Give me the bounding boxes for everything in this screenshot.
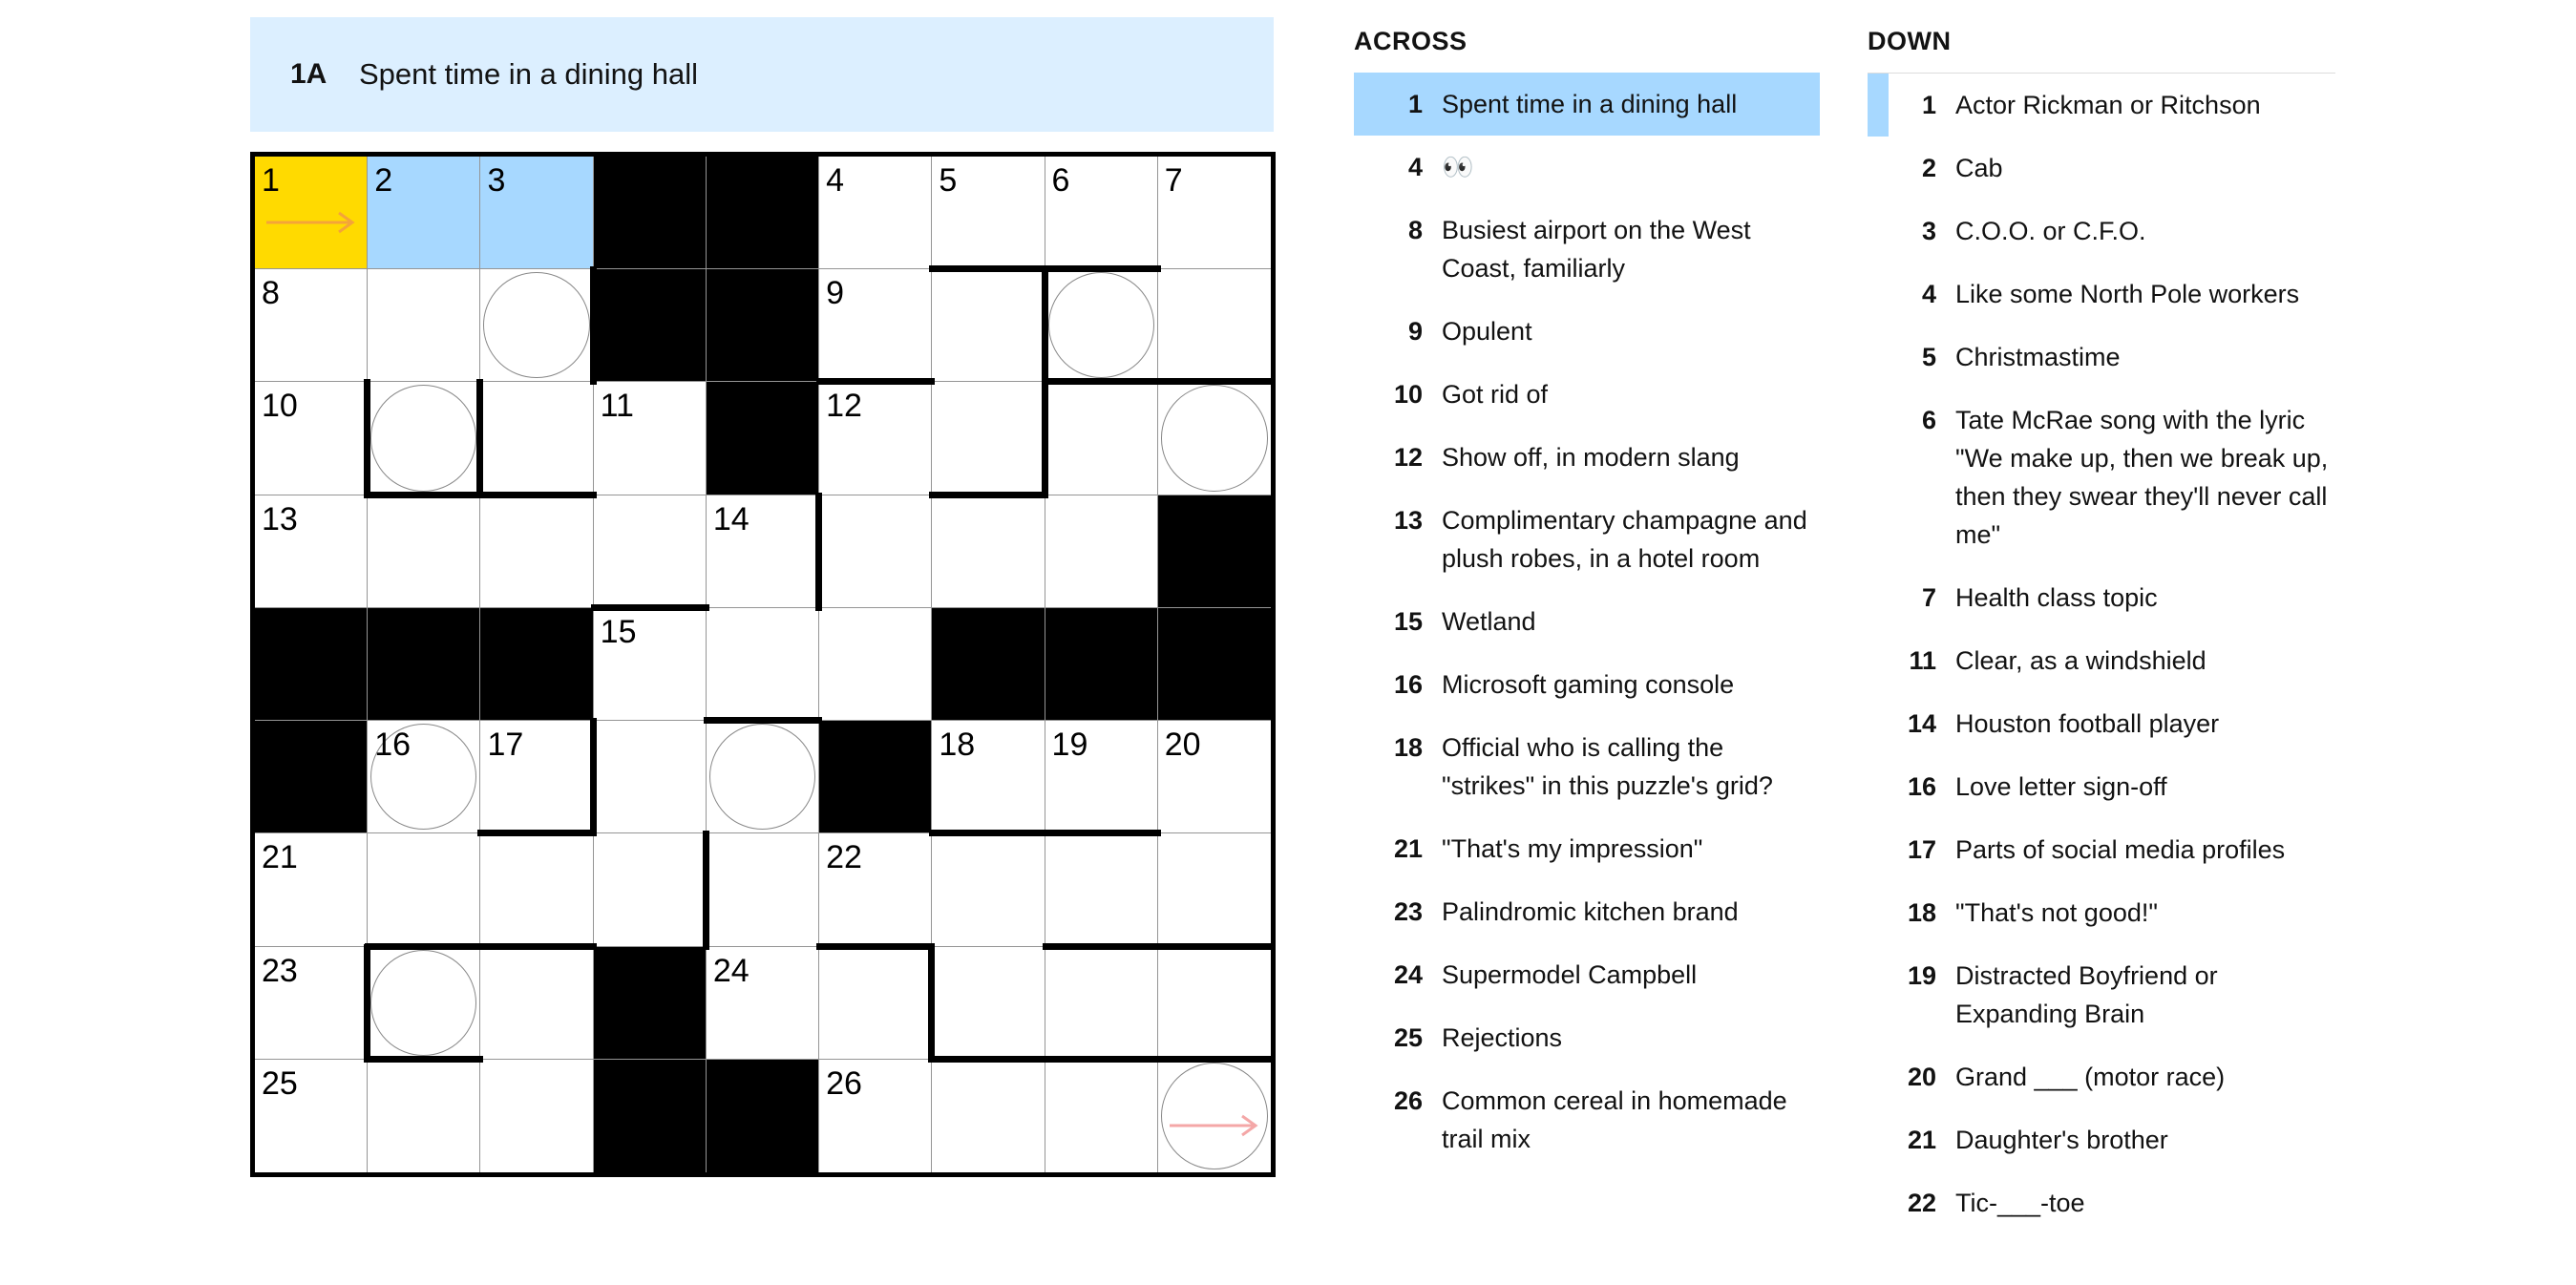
black-square [707, 1060, 819, 1172]
cell-number: 8 [262, 275, 280, 312]
clue-number: 7 [1921, 583, 1936, 612]
clue-number: 4 [1921, 280, 1936, 308]
grid-cell[interactable] [480, 157, 593, 269]
grid-cell[interactable] [1045, 157, 1158, 269]
grid-cell[interactable] [932, 947, 1045, 1060]
thick-wall [1043, 943, 1161, 950]
cell-number: 9 [826, 275, 845, 312]
clue-text: Show off, in modern slang [1442, 443, 1740, 472]
clue-item[interactable] [1868, 566, 2335, 629]
cell-number: 15 [600, 613, 637, 650]
thick-wall [1043, 1056, 1161, 1063]
grid-cell[interactable] [1045, 269, 1158, 382]
black-square [707, 269, 819, 382]
thick-wall [477, 943, 596, 950]
grid-cell[interactable] [819, 608, 932, 721]
thick-wall [590, 266, 597, 385]
current-clue-number: 1A [290, 58, 327, 90]
thick-wall [1043, 378, 1161, 385]
clue-item[interactable] [1354, 489, 1820, 590]
thick-wall [364, 379, 370, 497]
grid-cell[interactable] [1158, 721, 1271, 833]
grid-cell[interactable] [932, 721, 1045, 833]
clue-number: 13 [1393, 506, 1423, 535]
clue-item[interactable] [1868, 1171, 2335, 1234]
down-heading: DOWN [1868, 27, 1952, 55]
clue-item[interactable] [1868, 389, 2335, 566]
across-heading: ACROSS [1354, 27, 1467, 55]
clue-number: 24 [1393, 960, 1423, 989]
grid-cell[interactable] [255, 382, 368, 495]
black-square [594, 1060, 707, 1172]
grid-cell[interactable] [932, 833, 1045, 946]
thick-wall [704, 717, 822, 724]
arrow-right-icon [264, 210, 356, 235]
clue-item[interactable] [1868, 137, 2335, 200]
clue-number: 4 [1407, 153, 1423, 181]
clue-item[interactable] [1868, 629, 2335, 692]
grid-cell[interactable] [368, 721, 480, 833]
grid-cell[interactable] [1045, 947, 1158, 1060]
cell-number: 10 [262, 388, 298, 425]
clue-text: Supermodel Campbell [1442, 960, 1698, 989]
grid-cell[interactable] [819, 157, 932, 269]
grid-cell[interactable] [368, 495, 480, 608]
clue-item[interactable] [1354, 363, 1820, 426]
grid-cell[interactable] [819, 947, 932, 1060]
clue-item[interactable] [1354, 1069, 1820, 1170]
grid-cell[interactable] [368, 382, 480, 495]
clue-item[interactable] [1354, 943, 1820, 1006]
cell-number: 3 [487, 162, 506, 199]
grid-cell[interactable] [932, 269, 1045, 382]
grid-cell[interactable] [932, 1060, 1045, 1172]
clue-number: 2 [1921, 154, 1936, 182]
grid-cell[interactable] [594, 833, 707, 946]
clue-number: 18 [1907, 898, 1936, 927]
cell-number: 5 [939, 162, 958, 199]
clue-number: 10 [1393, 380, 1423, 409]
clue-number: 18 [1393, 733, 1423, 762]
cell-number: 4 [826, 162, 845, 199]
grid-cell[interactable] [707, 721, 819, 833]
grid-cell[interactable] [707, 495, 819, 608]
clue-text: Distracted Boyfriend or Expanding Brain [1955, 961, 2218, 1028]
clue-text: Official who is calling the "strikes" in this puzzle's grid? [1442, 733, 1773, 800]
thick-wall [365, 492, 483, 498]
grid-cell[interactable] [1045, 382, 1158, 495]
grid-cell[interactable] [480, 721, 593, 833]
black-square [819, 721, 932, 833]
cell-number: 16 [374, 727, 412, 764]
clue-item[interactable] [1868, 944, 2335, 1045]
grid-cell[interactable] [819, 382, 932, 495]
grid-cell[interactable] [1045, 1060, 1158, 1172]
across-clue-list [1354, 73, 1820, 1170]
thick-wall [929, 1056, 1047, 1063]
clue-item[interactable] [1868, 692, 2335, 755]
black-square [594, 269, 707, 382]
cell-number: 17 [487, 727, 524, 764]
circle-marker [709, 724, 815, 830]
clue-text: Common cereal in homemade trail mix [1442, 1086, 1787, 1153]
clue-item[interactable] [1354, 590, 1820, 653]
black-square [594, 947, 707, 1060]
cell-number: 24 [712, 952, 750, 989]
thick-wall [477, 492, 596, 498]
clue-number: 5 [1921, 343, 1936, 371]
clue-text: Clear, as a windshield [1955, 646, 2206, 675]
black-square [594, 157, 707, 269]
grid-cell[interactable] [255, 947, 368, 1060]
grid-cell[interactable] [1045, 721, 1158, 833]
clue-number: 1 [1407, 90, 1423, 118]
clue-item[interactable] [1354, 426, 1820, 489]
grid-cell[interactable] [819, 269, 932, 382]
clue-number: 19 [1907, 961, 1936, 990]
thick-wall [1155, 943, 1274, 950]
clue-text: Cab [1955, 154, 2003, 182]
thick-wall [815, 493, 822, 611]
cell-number: 12 [826, 388, 862, 425]
clue-text: Like some North Pole workers [1955, 280, 2300, 308]
grid-cell[interactable] [594, 495, 707, 608]
black-square [480, 608, 593, 721]
clue-text: Christmastime [1955, 343, 2121, 371]
grid-cell[interactable] [1158, 833, 1271, 946]
current-clue-text: Spent time in a dining hall [359, 57, 699, 91]
thick-wall [365, 943, 483, 950]
thick-wall [1155, 378, 1274, 385]
thick-wall [1042, 379, 1048, 497]
grid-cell[interactable] [932, 382, 1045, 495]
clue-item[interactable] [1868, 200, 2335, 263]
grid-cell[interactable] [819, 833, 932, 946]
clue-item[interactable] [1354, 73, 1820, 136]
grid-cell[interactable] [480, 382, 593, 495]
clue-text: Actor Rickman or Ritchson [1955, 91, 2261, 119]
thick-wall [929, 265, 1047, 272]
grid-cell[interactable] [1158, 157, 1271, 269]
grid-cell[interactable] [819, 1060, 932, 1172]
cell-number: 21 [262, 839, 298, 876]
grid-cell[interactable] [1045, 833, 1158, 946]
arrow-right-icon [1168, 1113, 1259, 1138]
grid-cell[interactable] [932, 495, 1045, 608]
black-square [255, 608, 368, 721]
grid-cell[interactable] [368, 269, 480, 382]
clue-text: 👀 [1442, 153, 1474, 181]
clue-item[interactable] [1354, 880, 1820, 943]
thick-wall [590, 718, 597, 836]
grid-cell[interactable] [255, 833, 368, 946]
cell-number: 19 [1051, 727, 1088, 764]
clue-text: C.O.O. or C.F.O. [1955, 217, 2146, 245]
grid-cell[interactable] [707, 833, 819, 946]
cell-number: 1 [262, 162, 280, 199]
black-square [368, 608, 480, 721]
cell-number: 26 [826, 1064, 862, 1102]
cell-number: 20 [1164, 727, 1201, 764]
clue-text: Health class topic [1955, 583, 2158, 612]
clue-text: Spent time in a dining hall [1442, 90, 1738, 118]
black-square [1158, 608, 1271, 721]
thick-wall [928, 944, 935, 1063]
grid-cell[interactable] [480, 947, 593, 1060]
clue-text: Grand ___ (motor race) [1955, 1063, 2226, 1091]
clue-item[interactable] [1354, 136, 1820, 199]
clue-number: 16 [1907, 772, 1936, 801]
clue-text: Got rid of [1442, 380, 1549, 409]
grid-cell[interactable] [594, 608, 707, 721]
thick-wall [816, 943, 935, 950]
clue-item[interactable] [1354, 716, 1820, 817]
grid-cell[interactable] [594, 721, 707, 833]
clue-number: 17 [1907, 835, 1936, 864]
circle-marker [483, 272, 589, 378]
circle-marker [1161, 385, 1268, 491]
grid-cell[interactable] [1158, 947, 1271, 1060]
thick-wall [591, 604, 709, 611]
clue-text: Daughter's brother [1955, 1126, 2168, 1154]
clue-number: 22 [1907, 1189, 1936, 1217]
clue-number: 6 [1921, 406, 1936, 434]
clue-number: 14 [1907, 709, 1936, 738]
current-clue-bar[interactable] [250, 17, 1274, 132]
black-square [707, 157, 819, 269]
clue-item[interactable] [1868, 1045, 2335, 1108]
black-square [255, 721, 368, 833]
clue-item[interactable] [1354, 300, 1820, 363]
cell-number: 22 [826, 839, 862, 876]
grid-cell[interactable] [594, 382, 707, 495]
grid-cell[interactable] [480, 1060, 593, 1172]
grid-cell[interactable] [368, 1060, 480, 1172]
cell-number: 13 [262, 500, 298, 537]
grid-cell[interactable] [480, 495, 593, 608]
grid-cell[interactable] [255, 495, 368, 608]
grid-cell[interactable] [819, 495, 932, 608]
clue-number: 15 [1393, 607, 1423, 636]
down-clue-list [1868, 73, 2335, 1234]
clue-item[interactable] [1354, 653, 1820, 716]
clue-number: 8 [1407, 216, 1423, 244]
circle-marker [1048, 272, 1154, 378]
clue-item[interactable] [1868, 755, 2335, 818]
cell-number: 25 [262, 1064, 298, 1102]
grid-cell[interactable] [1158, 382, 1271, 495]
grid-cell[interactable] [480, 833, 593, 946]
grid-cell[interactable] [255, 269, 368, 382]
clue-text: Tate McRae song with the lyric "We make up, then we break up, then they swear they'll never call me" [1955, 406, 2329, 549]
clue-text: Busiest airport on the West Coast, familiarly [1442, 216, 1751, 283]
grid-cell[interactable] [707, 608, 819, 721]
clue-text: Love letter sign-off [1955, 772, 2167, 801]
clue-text: Microsoft gaming console [1442, 670, 1735, 699]
grid-cell[interactable] [932, 157, 1045, 269]
thick-wall [929, 830, 1047, 836]
grid-cell[interactable] [368, 157, 480, 269]
clue-item[interactable] [1354, 1006, 1820, 1069]
black-square [1045, 608, 1158, 721]
grid-cell[interactable] [1158, 1060, 1271, 1172]
clue-text: Tic-___-toe [1955, 1189, 2085, 1217]
clue-text: Parts of social media profiles [1955, 835, 2286, 864]
clue-number: 26 [1393, 1086, 1423, 1115]
cell-number: 11 [600, 388, 634, 425]
grid-cell[interactable] [368, 833, 480, 946]
clue-number: 9 [1407, 317, 1423, 346]
cell-number: 14 [712, 500, 750, 537]
grid-cell[interactable] [368, 947, 480, 1060]
clue-item[interactable] [1868, 1108, 2335, 1171]
thick-wall [1043, 830, 1161, 836]
clue-number: 25 [1393, 1023, 1423, 1052]
thick-wall [476, 379, 483, 497]
cell-number: 18 [939, 727, 976, 764]
thick-wall [1155, 1056, 1274, 1063]
clue-number: 21 [1907, 1126, 1936, 1154]
thick-wall [816, 378, 935, 385]
grid-cell[interactable] [255, 1060, 368, 1172]
grid-cell[interactable] [1045, 495, 1158, 608]
clue-item[interactable] [1354, 817, 1820, 880]
clue-number: 20 [1907, 1063, 1936, 1091]
thick-wall [703, 831, 709, 949]
crossword-grid[interactable] [250, 152, 1276, 1177]
clue-number: 21 [1393, 834, 1423, 863]
thick-wall [1042, 266, 1048, 385]
cell-number: 6 [1051, 162, 1070, 199]
clue-item[interactable] [1868, 263, 2335, 326]
clue-text: Complimentary champagne and plush robes, in a hotel room [1442, 506, 1807, 573]
clue-text: "That's my impression" [1442, 834, 1703, 863]
circle-marker [370, 385, 476, 491]
grid-cell[interactable] [480, 269, 593, 382]
clue-text: Houston football player [1955, 709, 2220, 738]
clue-item[interactable] [1868, 74, 2335, 137]
thick-wall [929, 492, 1047, 498]
clue-text: Rejections [1442, 1023, 1563, 1052]
grid-cell[interactable] [1158, 269, 1271, 382]
clue-text: Opulent [1442, 317, 1532, 346]
clue-number: 12 [1393, 443, 1423, 472]
thick-wall [477, 830, 596, 836]
clue-text: Palindromic kitchen brand [1442, 897, 1739, 926]
cell-number: 2 [374, 162, 393, 199]
clue-item[interactable] [1868, 881, 2335, 944]
clue-number: 1 [1921, 91, 1936, 119]
black-square [1158, 495, 1271, 608]
thick-wall [1043, 265, 1161, 272]
clue-number: 3 [1921, 217, 1936, 245]
black-square [707, 382, 819, 495]
black-square [932, 608, 1045, 721]
clue-item[interactable] [1354, 199, 1820, 300]
clue-item[interactable] [1868, 326, 2335, 389]
thick-wall [365, 1056, 483, 1063]
clue-text: Wetland [1442, 607, 1536, 636]
clue-item[interactable] [1868, 818, 2335, 881]
clue-number: 11 [1909, 646, 1936, 675]
cell-number: 7 [1164, 162, 1183, 199]
clue-number: 16 [1393, 670, 1423, 699]
circle-marker [370, 950, 476, 1056]
thick-wall [364, 944, 370, 1063]
cell-number: 23 [262, 952, 298, 989]
clue-text: "That's not good!" [1955, 898, 2158, 927]
clue-number: 23 [1393, 897, 1423, 926]
grid-cell[interactable] [255, 157, 368, 269]
grid-cell[interactable] [707, 947, 819, 1060]
